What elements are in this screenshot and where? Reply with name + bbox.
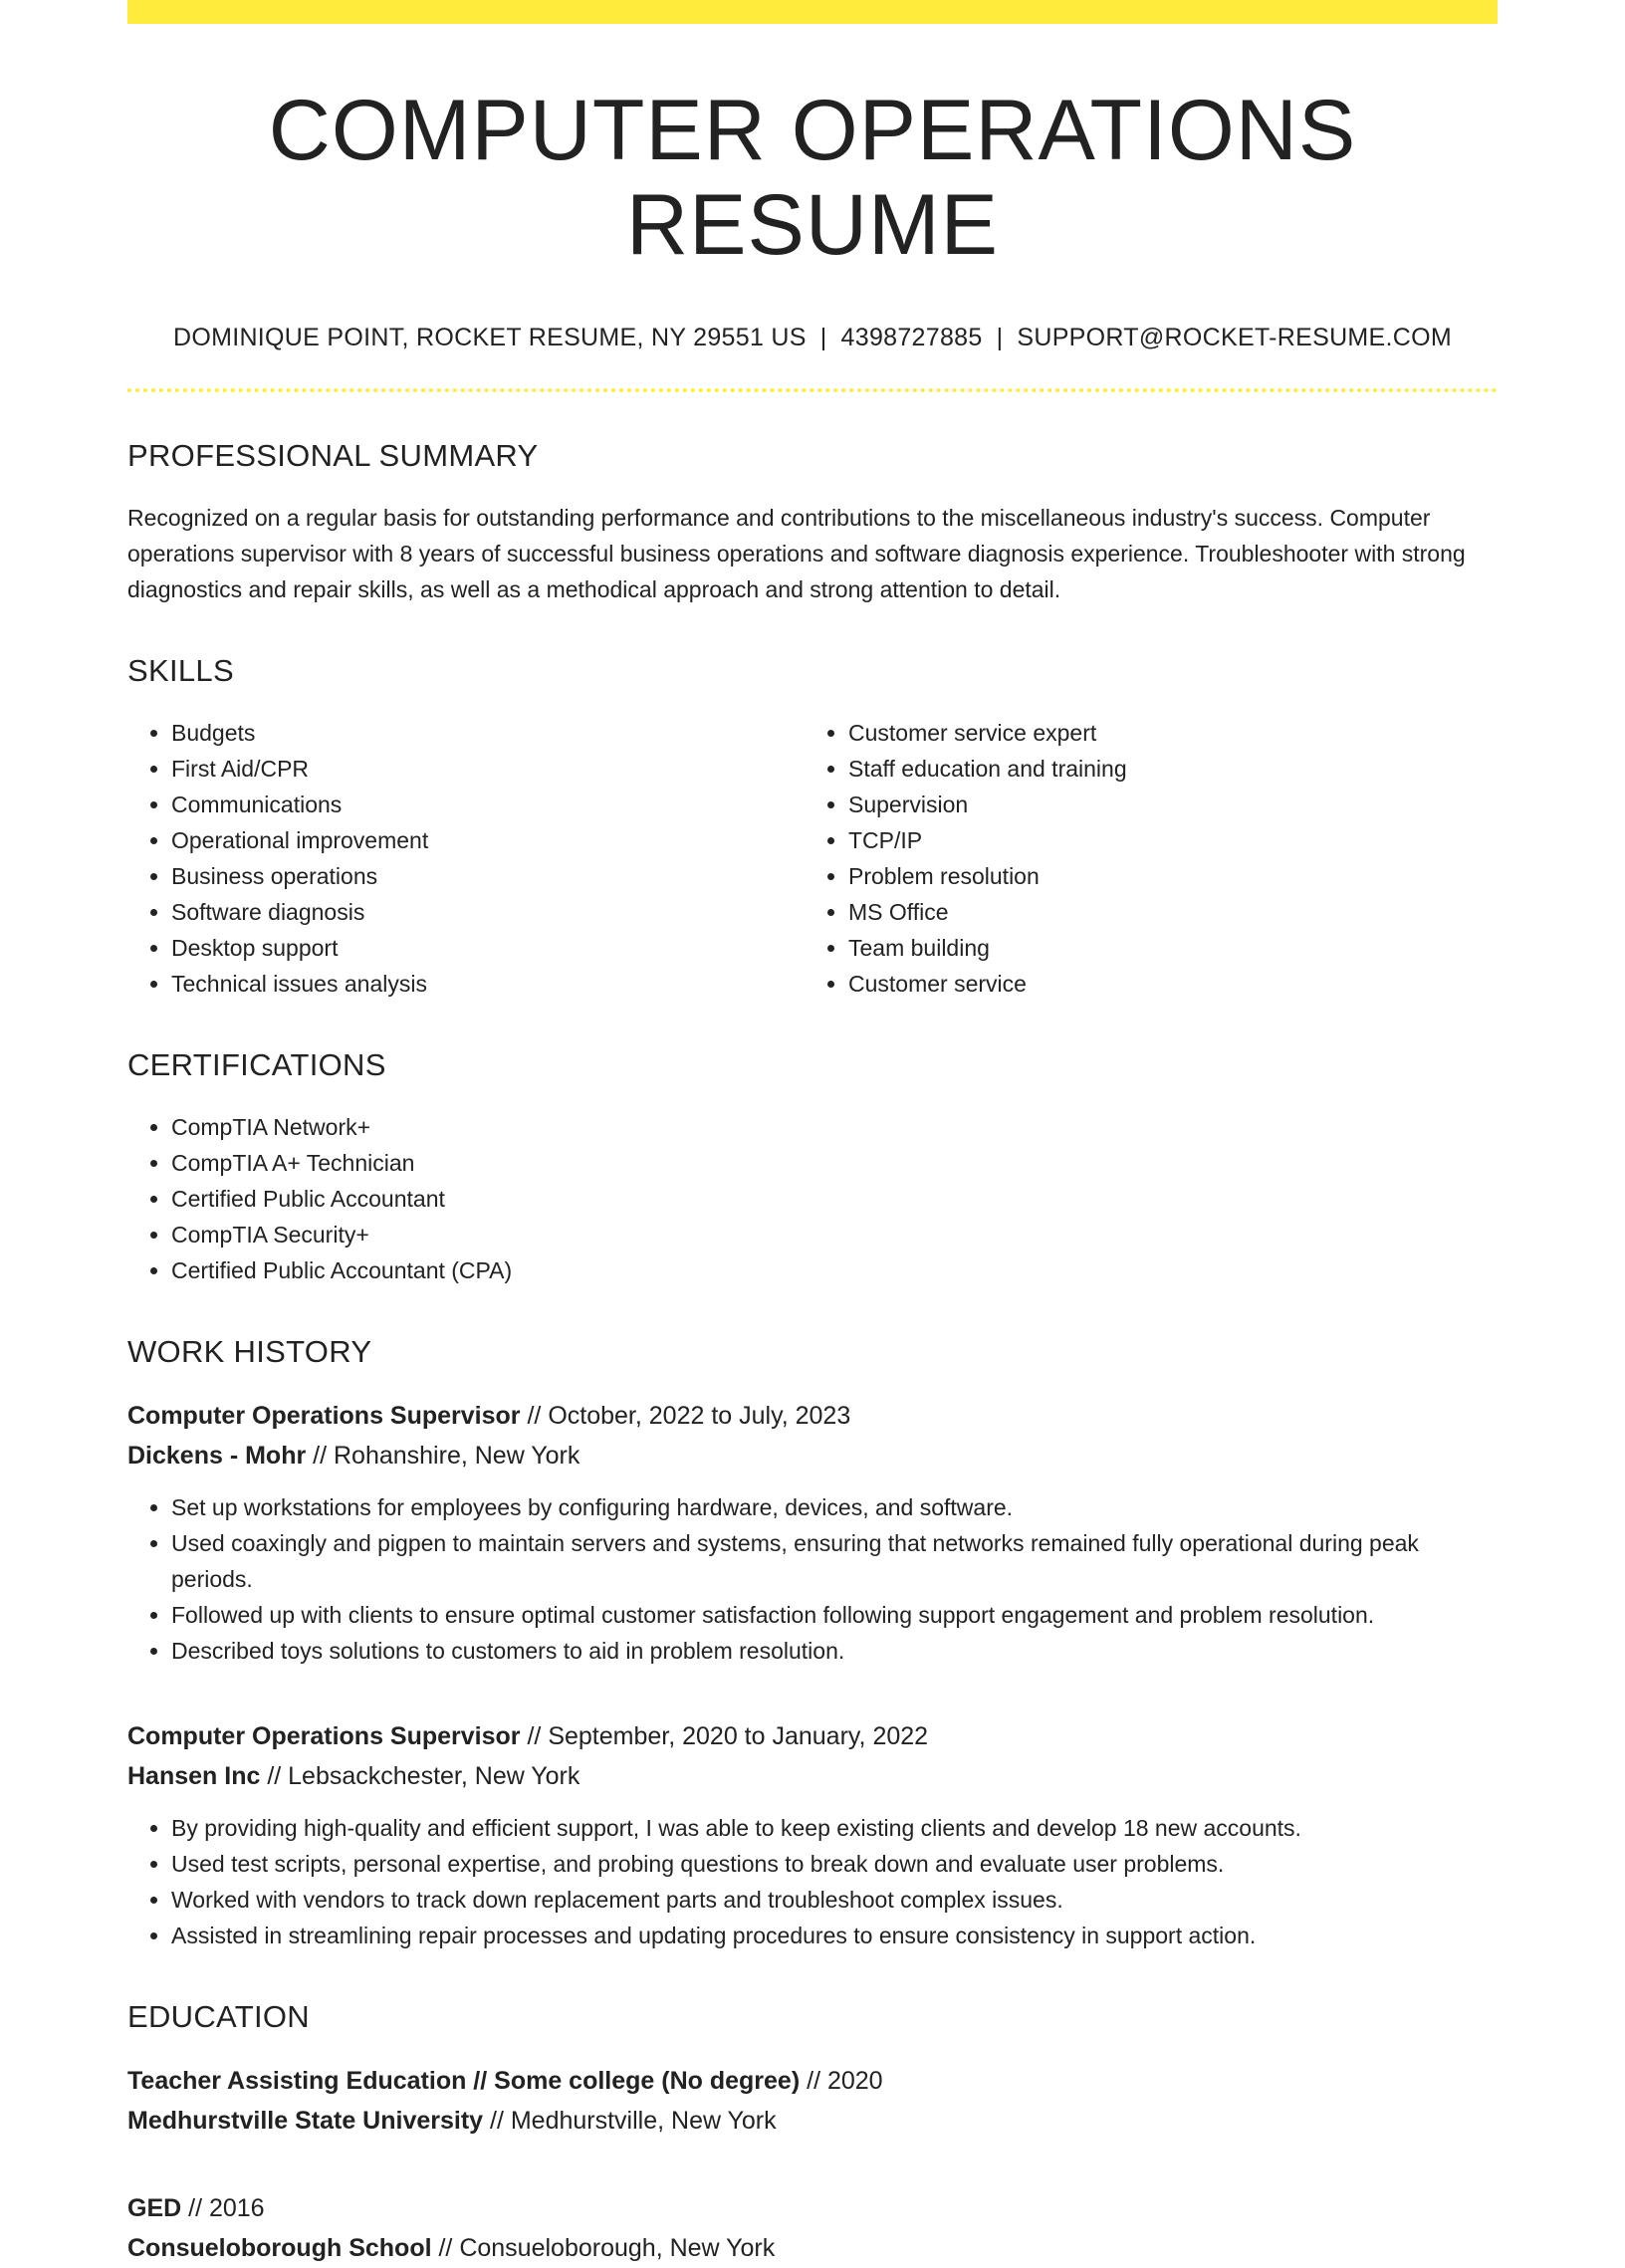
list-item: • CompTIA Network+ <box>171 1109 1498 1145</box>
job-company-line <box>127 1436 1498 1475</box>
list-item: • TCP/IP <box>848 822 1498 858</box>
education-year: // 2020 <box>800 2067 883 2096</box>
contact-address: DOMINIQUE POINT, ROCKET RESUME, NY 29551 US <box>172 324 807 352</box>
accent-top-bar <box>127 0 1498 24</box>
list-item: • Desktop support <box>171 930 820 966</box>
education-degree: GED <box>127 2194 182 2223</box>
list-item: • Problem resolution <box>848 858 1498 894</box>
education-location: // Medhurstville, New York <box>483 2107 777 2136</box>
list-item: • Customer service expert <box>848 715 1498 751</box>
skills-columns <box>127 689 1498 1002</box>
education-school: Medhurstville State University <box>127 2107 484 2136</box>
job-dates: // September, 2020 to January, 2022 <box>520 1722 929 1751</box>
job-bullets <box>127 1810 1498 1953</box>
job-location: // Lebsackchester, New York <box>260 1762 580 1791</box>
education-school-line <box>127 2101 1498 2141</box>
certifications-heading: CERTIFICATIONS <box>127 1047 386 1083</box>
list-item: • Worked with vendors to track down replacement parts and troubleshoot complex issues. <box>171 1882 1498 1918</box>
education-entry <box>127 2188 1498 2268</box>
skills-list-left <box>127 715 820 1002</box>
education-degree: Teacher Assisting Education // Some college (No degree) <box>127 2067 801 2096</box>
work-history-heading: WORK HISTORY <box>127 1334 372 1370</box>
list-item: • By providing high-quality and efficient support, I was able to keep existing clients and develop 18 new accounts. <box>171 1810 1498 1846</box>
skills-list-right <box>805 715 1498 1002</box>
job-location: // Rohanshire, New York <box>306 1442 580 1471</box>
list-item: • Supervision <box>848 787 1498 822</box>
list-item: • CompTIA Security+ <box>171 1217 1498 1252</box>
education-year: // 2016 <box>181 2194 265 2223</box>
education-degree-line <box>127 2188 1498 2228</box>
education-heading: EDUCATION <box>127 1999 310 2035</box>
list-item: • Described toys solutions to customers to aid in problem resolution. <box>171 1633 1498 1669</box>
list-item: • First Aid/CPR <box>171 751 820 787</box>
contact-line <box>127 324 1498 352</box>
list-item: • CompTIA A+ Technician <box>171 1145 1498 1181</box>
job-title-line <box>127 1396 1498 1436</box>
education-entry <box>127 2061 1498 2141</box>
skills-heading: SKILLS <box>127 653 234 689</box>
list-item: • Customer service <box>848 966 1498 1002</box>
contact-phone: 4398727885 <box>840 324 983 352</box>
list-item: • Set up workstations for employees by configuring hardware, devices, and software. <box>171 1489 1498 1525</box>
list-item: • Communications <box>171 787 820 822</box>
list-item: • Certified Public Accountant (CPA) <box>171 1252 1498 1288</box>
list-item: • Budgets <box>171 715 820 751</box>
job-entry <box>127 1716 1498 1953</box>
list-item: • Certified Public Accountant <box>171 1181 1498 1217</box>
education-school: Consueloborough School <box>127 2234 432 2263</box>
list-item: • Used test scripts, personal expertise, and probing questions to break down and evaluate user problems. <box>171 1846 1498 1882</box>
resume-page <box>127 0 1498 2268</box>
list-item: • Operational improvement <box>171 822 820 858</box>
job-entry <box>127 1396 1498 1669</box>
summary-heading: PROFESSIONAL SUMMARY <box>127 438 539 474</box>
list-item: • Technical issues analysis <box>171 966 820 1002</box>
job-dates: // October, 2022 to July, 2023 <box>520 1402 851 1431</box>
certifications-list <box>127 1109 1498 1288</box>
list-item: • Software diagnosis <box>171 894 820 930</box>
job-company: Hansen Inc <box>127 1762 261 1791</box>
education-school-line <box>127 2228 1498 2268</box>
job-company: Dickens - Mohr <box>127 1442 307 1471</box>
dotted-divider <box>127 388 1498 392</box>
job-title-line <box>127 1716 1498 1756</box>
education-location: // Consueloborough, New York <box>431 2234 776 2263</box>
contact-separator: | <box>819 324 827 352</box>
job-bullets <box>127 1489 1498 1669</box>
list-item: • Team building <box>848 930 1498 966</box>
list-item: • Followed up with clients to ensure optimal customer satisfaction following support engagement and problem resolution. <box>171 1597 1498 1633</box>
list-item: • Assisted in streamlining repair processes and updating procedures to ensure consistency in support action. <box>171 1918 1498 1953</box>
summary-text: Recognized on a regular basis for outstanding performance and contributions to the miscellaneous industry's success. Computer operations supervisor with 8 years of successful business operations and software diagnosis experience. Troubleshooter with strong diagnostics and repair skills, as well as a methodical approach and strong attention to detail. <box>127 505 1466 603</box>
list-item: • Business operations <box>171 858 820 894</box>
list-item: • Used coaxingly and pigpen to maintain servers and systems, ensuring that networks remained fully operational during peak periods. <box>171 1525 1498 1597</box>
job-title: Computer Operations Supervisor <box>127 1722 521 1751</box>
job-title: Computer Operations Supervisor <box>127 1402 521 1431</box>
contact-separator: | <box>996 324 1004 352</box>
resume-title: COMPUTER OPERATIONS RESUME <box>268 83 1357 273</box>
job-company-line <box>127 1756 1498 1796</box>
education-degree-line <box>127 2061 1498 2101</box>
list-item: • Staff education and training <box>848 751 1498 787</box>
list-item: • MS Office <box>848 894 1498 930</box>
contact-email: SUPPORT@ROCKET-RESUME.COM <box>1017 324 1453 352</box>
